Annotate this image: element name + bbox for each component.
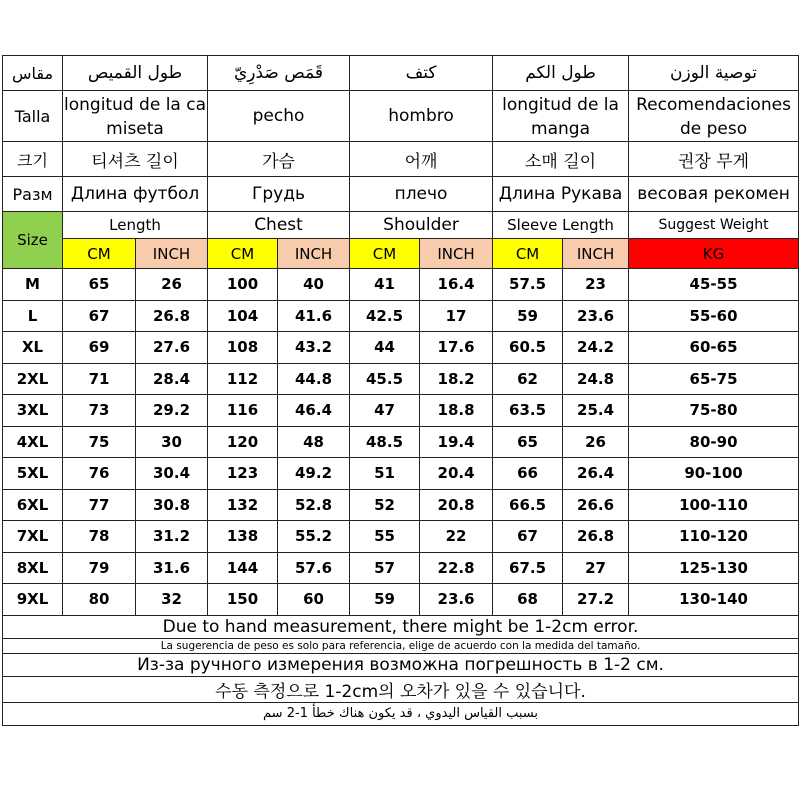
unit-cm: CM <box>350 239 420 269</box>
lang-row-es <box>3 91 799 142</box>
size-header: Size <box>3 212 63 269</box>
table-cell: 30.8 <box>136 489 208 521</box>
table-cell: 60-65 <box>629 332 799 364</box>
table-cell: 19.4 <box>420 426 493 458</box>
table-cell: 123 <box>208 458 278 490</box>
size-label: 4XL <box>3 426 63 458</box>
table-cell: 60.5 <box>493 332 563 364</box>
table-cell: 100 <box>208 269 278 301</box>
lang-label: весовая рекомен <box>629 177 799 212</box>
table-cell: 73 <box>63 395 136 427</box>
table-cell: 110-120 <box>629 521 799 553</box>
note-korean: 수동 측정으로 1-2cm의 오차가 있을 수 있습니다. <box>3 676 799 702</box>
lang-label: longitud de la manga <box>493 91 629 142</box>
table-cell: 76 <box>63 458 136 490</box>
table-cell: 48.5 <box>350 426 420 458</box>
table-cell: 30 <box>136 426 208 458</box>
table-cell: 23 <box>563 269 629 301</box>
lang-label: longitud de la camiseta <box>63 91 208 142</box>
lang-label: 가슴 <box>208 142 350 177</box>
table-cell: 57.6 <box>278 552 350 584</box>
table-cell: 22.8 <box>420 552 493 584</box>
shoulder-header: Shoulder <box>350 212 493 239</box>
lang-label: Recomendaciones de peso <box>629 91 799 142</box>
table-cell: 45.5 <box>350 363 420 395</box>
lang-row-ar <box>3 56 799 91</box>
table-cell: 26.6 <box>563 489 629 521</box>
note-english: Due to hand measurement, there might be 1-2cm error. <box>3 615 799 638</box>
table-cell: 27.6 <box>136 332 208 364</box>
table-cell: 104 <box>208 300 278 332</box>
note-spanish: La sugerencia de peso es solo para referencia, elige de acuerdo con la medida del tamaño. <box>3 638 799 653</box>
table-cell: 18.2 <box>420 363 493 395</box>
table-cell: 130-140 <box>629 584 799 616</box>
table-cell: 55.2 <box>278 521 350 553</box>
size-label: 5XL <box>3 458 63 490</box>
table-cell: 100-110 <box>629 489 799 521</box>
table-cell: 65-75 <box>629 363 799 395</box>
table-cell: 24.2 <box>563 332 629 364</box>
table-cell: 26 <box>136 269 208 301</box>
lang-label: hombro <box>350 91 493 142</box>
table-cell: 67 <box>493 521 563 553</box>
table-cell: 40 <box>278 269 350 301</box>
table-cell: 24.8 <box>563 363 629 395</box>
table-cell: 55-60 <box>629 300 799 332</box>
unit-inch: INCH <box>563 239 629 269</box>
table-cell: 49.2 <box>278 458 350 490</box>
unit-inch: INCH <box>136 239 208 269</box>
size-label: M <box>3 269 63 301</box>
size-table <box>2 55 799 726</box>
chest-header: Chest <box>208 212 350 239</box>
table-cell: 63.5 <box>493 395 563 427</box>
table-row <box>3 426 799 458</box>
table-cell: 31.2 <box>136 521 208 553</box>
table-cell: 59 <box>493 300 563 332</box>
lang-label: كتف <box>350 56 493 91</box>
table-cell: 52 <box>350 489 420 521</box>
table-cell: 57.5 <box>493 269 563 301</box>
size-chart <box>2 55 798 745</box>
table-cell: 26 <box>563 426 629 458</box>
table-cell: 150 <box>208 584 278 616</box>
table-cell: 71 <box>63 363 136 395</box>
table-cell: 112 <box>208 363 278 395</box>
note-arabic: بسبب القياس اليدوي ، قد يكون هناك خطأ 1-2 سم <box>3 702 799 725</box>
lang-row-ru <box>3 177 799 212</box>
lang-row-ko <box>3 142 799 177</box>
table-cell: 47 <box>350 395 420 427</box>
table-cell: 65 <box>493 426 563 458</box>
table-cell: 108 <box>208 332 278 364</box>
table-row <box>3 332 799 364</box>
unit-cm: CM <box>63 239 136 269</box>
table-cell: 17 <box>420 300 493 332</box>
size-label: XL <box>3 332 63 364</box>
table-row <box>3 269 799 301</box>
table-cell: 25.4 <box>563 395 629 427</box>
table-cell: 120 <box>208 426 278 458</box>
table-cell: 16.4 <box>420 269 493 301</box>
lang-label: 소매 길이 <box>493 142 629 177</box>
table-cell: 27.2 <box>563 584 629 616</box>
unit-cm: CM <box>493 239 563 269</box>
table-cell: 45-55 <box>629 269 799 301</box>
table-cell: 65 <box>63 269 136 301</box>
table-cell: 78 <box>63 521 136 553</box>
table-cell: 60 <box>278 584 350 616</box>
table-cell: 75 <box>63 426 136 458</box>
note-russian: Из-за ручного измерения возможна погрешность в 1-2 см. <box>3 653 799 676</box>
table-cell: 66.5 <box>493 489 563 521</box>
lang-label: Грудь <box>208 177 350 212</box>
size-label: 7XL <box>3 521 63 553</box>
table-cell: 57 <box>350 552 420 584</box>
header-row <box>3 212 799 239</box>
lang-label: طول القميص <box>63 56 208 91</box>
table-cell: 26.8 <box>563 521 629 553</box>
size-label: 9XL <box>3 584 63 616</box>
table-cell: 32 <box>136 584 208 616</box>
table-cell: 30.4 <box>136 458 208 490</box>
table-row <box>3 458 799 490</box>
table-cell: 28.4 <box>136 363 208 395</box>
table-cell: 44 <box>350 332 420 364</box>
table-cell: 41.6 <box>278 300 350 332</box>
table-cell: 20.4 <box>420 458 493 490</box>
lang-label: توصية الوزن <box>629 56 799 91</box>
lang-label: Разм <box>3 177 63 212</box>
table-cell: 26.4 <box>563 458 629 490</box>
weight-header: Suggest Weight <box>629 212 799 239</box>
table-row <box>3 489 799 521</box>
table-cell: 46.4 <box>278 395 350 427</box>
table-cell: 29.2 <box>136 395 208 427</box>
unit-inch: INCH <box>420 239 493 269</box>
lang-label: Длина футбол <box>63 177 208 212</box>
table-cell: 23.6 <box>420 584 493 616</box>
unit-inch: INCH <box>278 239 350 269</box>
lang-label: pecho <box>208 91 350 142</box>
table-cell: 75-80 <box>629 395 799 427</box>
table-cell: 31.6 <box>136 552 208 584</box>
lang-label: مقاس <box>3 56 63 91</box>
lang-label: Talla <box>3 91 63 142</box>
table-cell: 26.8 <box>136 300 208 332</box>
table-cell: 67 <box>63 300 136 332</box>
table-row <box>3 363 799 395</box>
table-cell: 79 <box>63 552 136 584</box>
table-cell: 27 <box>563 552 629 584</box>
lang-label: طول الكم <box>493 56 629 91</box>
length-header: Length <box>63 212 208 239</box>
table-cell: 90-100 <box>629 458 799 490</box>
table-cell: 22 <box>420 521 493 553</box>
lang-label: قَمَص صَدْرِيّ <box>208 56 350 91</box>
table-cell: 23.6 <box>563 300 629 332</box>
table-cell: 18.8 <box>420 395 493 427</box>
table-row <box>3 300 799 332</box>
table-cell: 52.8 <box>278 489 350 521</box>
table-cell: 80-90 <box>629 426 799 458</box>
table-cell: 68 <box>493 584 563 616</box>
table-cell: 41 <box>350 269 420 301</box>
table-row <box>3 552 799 584</box>
table-cell: 20.8 <box>420 489 493 521</box>
size-label: L <box>3 300 63 332</box>
table-cell: 44.8 <box>278 363 350 395</box>
table-cell: 77 <box>63 489 136 521</box>
unit-cm: CM <box>208 239 278 269</box>
lang-label: плечо <box>350 177 493 212</box>
table-cell: 62 <box>493 363 563 395</box>
table-cell: 51 <box>350 458 420 490</box>
table-cell: 125-130 <box>629 552 799 584</box>
table-cell: 144 <box>208 552 278 584</box>
table-cell: 138 <box>208 521 278 553</box>
lang-label: 크기 <box>3 142 63 177</box>
table-cell: 17.6 <box>420 332 493 364</box>
size-label: 3XL <box>3 395 63 427</box>
table-cell: 59 <box>350 584 420 616</box>
unit-row <box>3 239 799 269</box>
table-cell: 116 <box>208 395 278 427</box>
table-row <box>3 584 799 616</box>
lang-label: Длина Рукава <box>493 177 629 212</box>
size-label: 2XL <box>3 363 63 395</box>
table-cell: 55 <box>350 521 420 553</box>
lang-label: 티셔츠 길이 <box>63 142 208 177</box>
table-row <box>3 395 799 427</box>
table-cell: 66 <box>493 458 563 490</box>
lang-label: 어깨 <box>350 142 493 177</box>
lang-label: 권장 무게 <box>629 142 799 177</box>
table-cell: 42.5 <box>350 300 420 332</box>
table-cell: 80 <box>63 584 136 616</box>
table-cell: 69 <box>63 332 136 364</box>
size-label: 8XL <box>3 552 63 584</box>
table-row <box>3 521 799 553</box>
size-label: 6XL <box>3 489 63 521</box>
sleeve-header: Sleeve Length <box>493 212 629 239</box>
table-cell: 43.2 <box>278 332 350 364</box>
table-cell: 67.5 <box>493 552 563 584</box>
unit-kg: KG <box>629 239 799 269</box>
table-cell: 48 <box>278 426 350 458</box>
table-cell: 132 <box>208 489 278 521</box>
